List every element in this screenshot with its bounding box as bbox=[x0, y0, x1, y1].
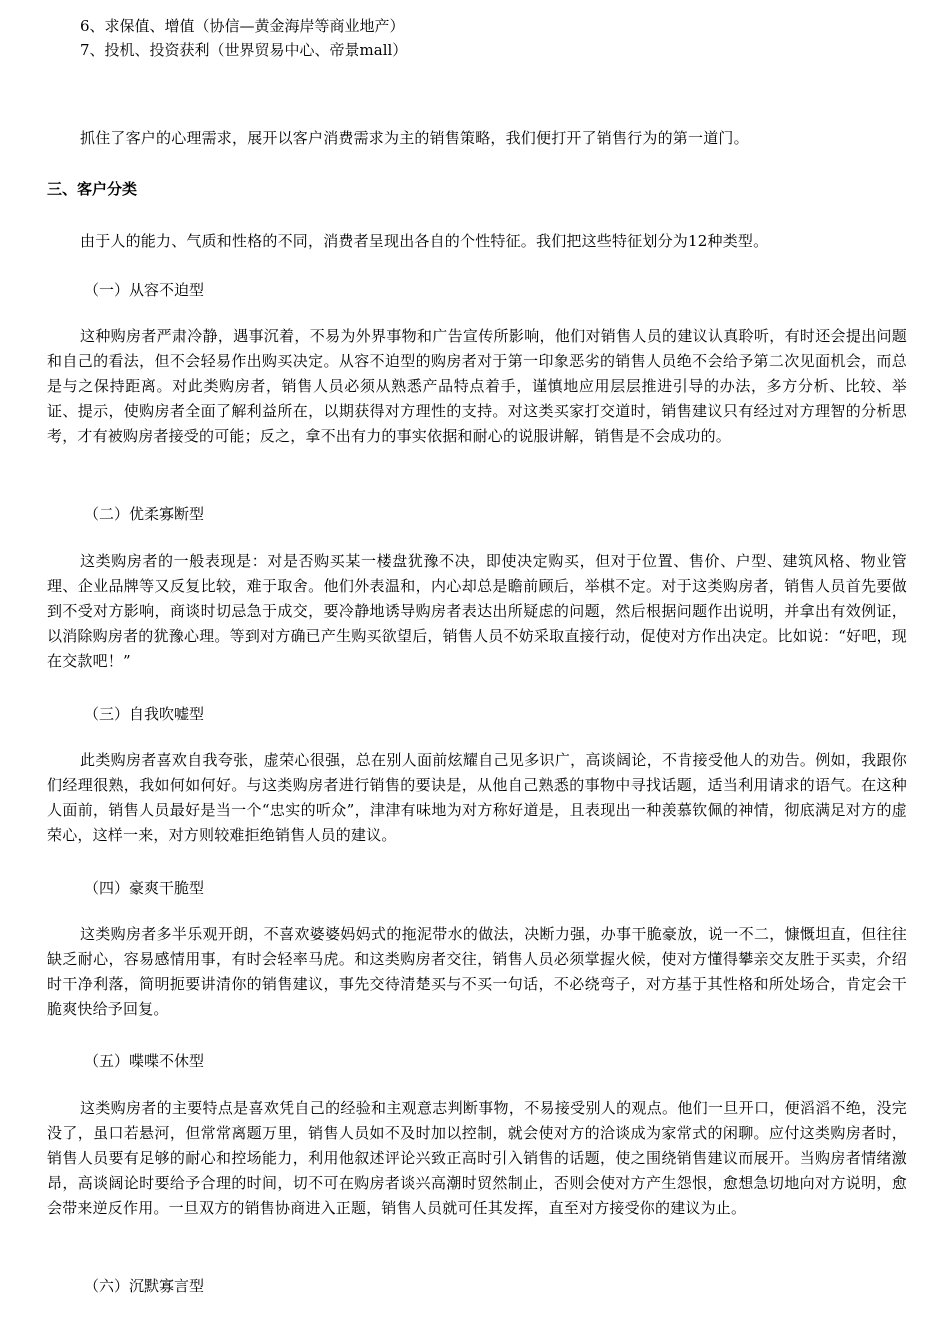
type-title-4: （四）豪爽干脆型 bbox=[84, 879, 205, 897]
intro-paragraph: 抓住了客户的心理需求，展开以客户消费需求为主的销售策略，我们便打开了销售行为的第一道门。 bbox=[80, 129, 749, 147]
type-title-6: （六）沉默寡言型 bbox=[84, 1277, 205, 1295]
type-title-3: （三）自我吹嘘型 bbox=[84, 705, 205, 723]
type-body-5: 这类购房者的主要特点是喜欢凭自己的经验和主观意志判断事物，不易接受别人的观点。他们一旦开口，便滔滔不绝，没完没了，虽口若悬河，但常常离题万里，销售人员如不及时加以控制，就会使对方的洽谈成为家常式的闲聊。应付这类购房者时，销售人员要有足够的耐心和控场能力，利用他叙述评论兴致正高时引入销售的话题，使之围绕销售建议而展开。当购房者情绪激昂，高谈阔论时要给予合理的时间，切不可在购房者谈兴高潮时贸然制止，否则会使对方产生怨恨，愈想急切地向对方说明，愈会带来逆反作用。一旦双方的销售协商进入正题，销售人员就可任其发挥，直至对方接受你的建议为止。 bbox=[47, 1099, 907, 1217]
buying-motive-list bbox=[80, 14, 407, 62]
type-body-2: 这类购房者的一般表现是：对是否购买某一楼盘犹豫不决，即使决定购买，但对于位置、售价、户型、建筑风格、物业管理、企业品牌等又反复比较，难于取舍。他们外表温和，内心却总是瞻前顾后，举棋不定。对于这类购房者，销售人员首先要做到不受对方影响，商谈时切忌急于成交，要冷静地诱导购房者表达出所疑虑的问题，然后根据问题作出说明，并拿出有效例证，以消除购房者的犹豫心理。等到对方确已产生购买欲望后，销售人员不妨采取直接行动，促使对方作出决定。比如说：“好吧，现在交款吧！” bbox=[47, 552, 907, 670]
section-intro-paragraph: 由于人的能力、气质和性格的不同，消费者呈现出各自的个性特征。我们把这些特征划分为12种类型。 bbox=[80, 232, 769, 250]
type-title-5: （五）喋喋不休型 bbox=[84, 1052, 205, 1070]
section-heading: 三、客户分类 bbox=[47, 180, 138, 198]
list-item: 6、求保值、增值（协信—黄金海岸等商业地产） bbox=[80, 17, 405, 35]
type-body-1: 这种购房者严肃冷静，遇事沉着，不易为外界事物和广告宣传所影响，他们对销售人员的建议认真聆听，有时还会提出问题和自己的看法，但不会轻易作出购买决定。从容不迫型的购房者对于第一印象恶劣的销售人员绝不会给予第二次见面机会，而总是与之保持距离。对此类购房者，销售人员必须从熟悉产品特点着手，谨慎地应用层层推进引导的办法，多方分析、比较、举证、提示，使购房者全面了解利益所在，以期获得对方理性的支持。对这类买家打交道时，销售建议只有经过对方理智的分析思考，才有被购房者接受的可能；反之，拿不出有力的事实依据和耐心的说服讲解，销售是不会成功的。 bbox=[47, 327, 907, 445]
type-title-2: （二）优柔寡断型 bbox=[84, 505, 205, 523]
type-body-4: 这类购房者多半乐观开朗，不喜欢婆婆妈妈式的拖泥带水的做法，决断力强，办事干脆豪放，说一不二，慷慨坦直，但往往缺乏耐心，容易感情用事，有时会轻率马虎。和这类购房者交往，销售人员必须掌握火候，使对方懂得攀亲交友胜于买卖，介绍时干净利落，简明扼要讲清你的销售建议，事先交待清楚买与不买一句话，不必绕弯子，对方基于其性格和所处场合，肯定会干脆爽快给予回复。 bbox=[47, 925, 907, 1018]
type-title-1: （一）从容不迫型 bbox=[84, 281, 205, 299]
list-item: 7、投机、投资获利（世界贸易中心、帝景mall） bbox=[80, 41, 408, 59]
type-body-3: 此类购房者喜欢自我夸张，虚荣心很强，总在别人面前炫耀自己见多识广，高谈阔论，不肯接受他人的劝告。例如，我跟你们经理很熟，我如何如何好。与这类购房者进行销售的要诀是，从他自己熟悉的事物中寻找话题，适当利用请求的语气。在这种人面前，销售人员最好是当一个“忠实的听众”，津津有味地为对方称好道是，且表现出一种羡慕钦佩的神情，彻底满足对方的虚荣心，这样一来，对方则较难拒绝销售人员的建议。 bbox=[47, 751, 907, 844]
